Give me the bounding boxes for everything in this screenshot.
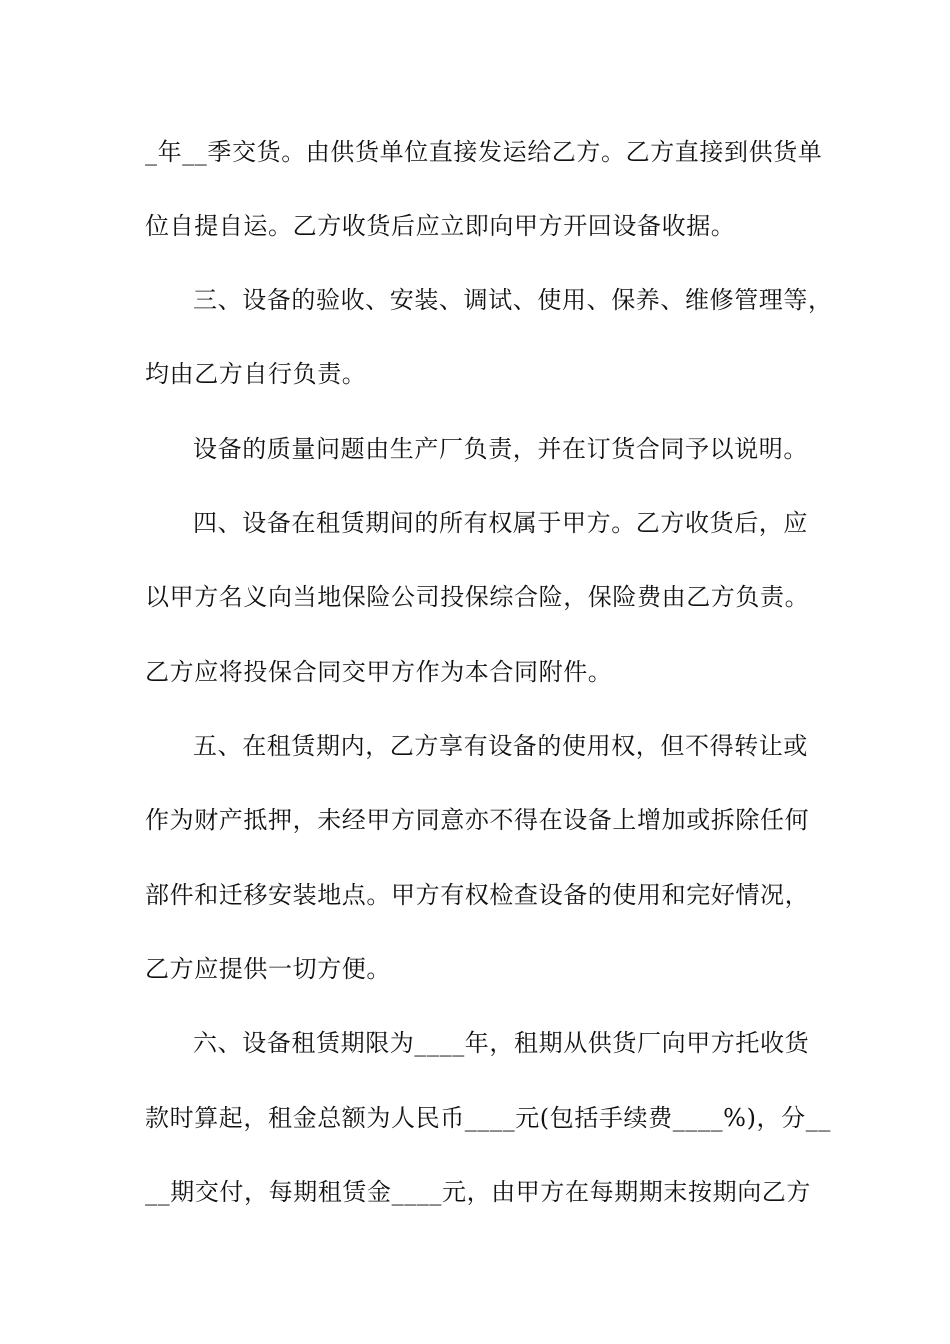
text-line: 乙方应提供一切方便。 bbox=[145, 955, 391, 983]
text-line: 作为财产抵押，未经甲方同意亦不得在设备上增加或拆除任何 bbox=[145, 806, 810, 834]
text-line: 部件和迁移安装地点。甲方有权检查设备的使用和完好情况， bbox=[145, 881, 810, 909]
clause-4-heading-line: 四、设备在租赁期间的所有权属于甲方。乙方收货后，应 bbox=[193, 509, 808, 537]
text-line: 位自提自运。乙方收货后应立即向甲方开回设备收据。 bbox=[145, 212, 736, 240]
text-line: __期交付，每期租赁金____元，由甲方在每期期末按期向乙方 bbox=[145, 1178, 811, 1206]
clause-3-heading-line: 三、设备的验收、安装、调试、使用、保养、维修管理等， bbox=[193, 286, 833, 314]
text-line: 乙方应将投保合同交甲方作为本合同附件。 bbox=[145, 658, 613, 686]
text-line: 均由乙方自行负责。 bbox=[145, 360, 367, 388]
text-line: 款时算起，租金总额为人民币____元(包括手续费____%)，分__ bbox=[145, 1104, 831, 1132]
paragraph-line: 设备的质量问题由生产厂负责，并在订货合同予以说明。 bbox=[193, 435, 808, 463]
clause-6-heading-line: 六、设备租赁期限为____年，租期从供货厂向甲方托收货 bbox=[193, 1029, 810, 1057]
text-line: _年__季交货。由供货单位直接发运给乙方。乙方直接到供货单 bbox=[145, 138, 823, 166]
clause-5-heading-line: 五、在租赁期内，乙方享有设备的使用权，但不得转让或 bbox=[193, 732, 808, 760]
text-line: 以甲方名义向当地保险公司投保综合险，保险费由乙方负责。 bbox=[145, 583, 810, 611]
